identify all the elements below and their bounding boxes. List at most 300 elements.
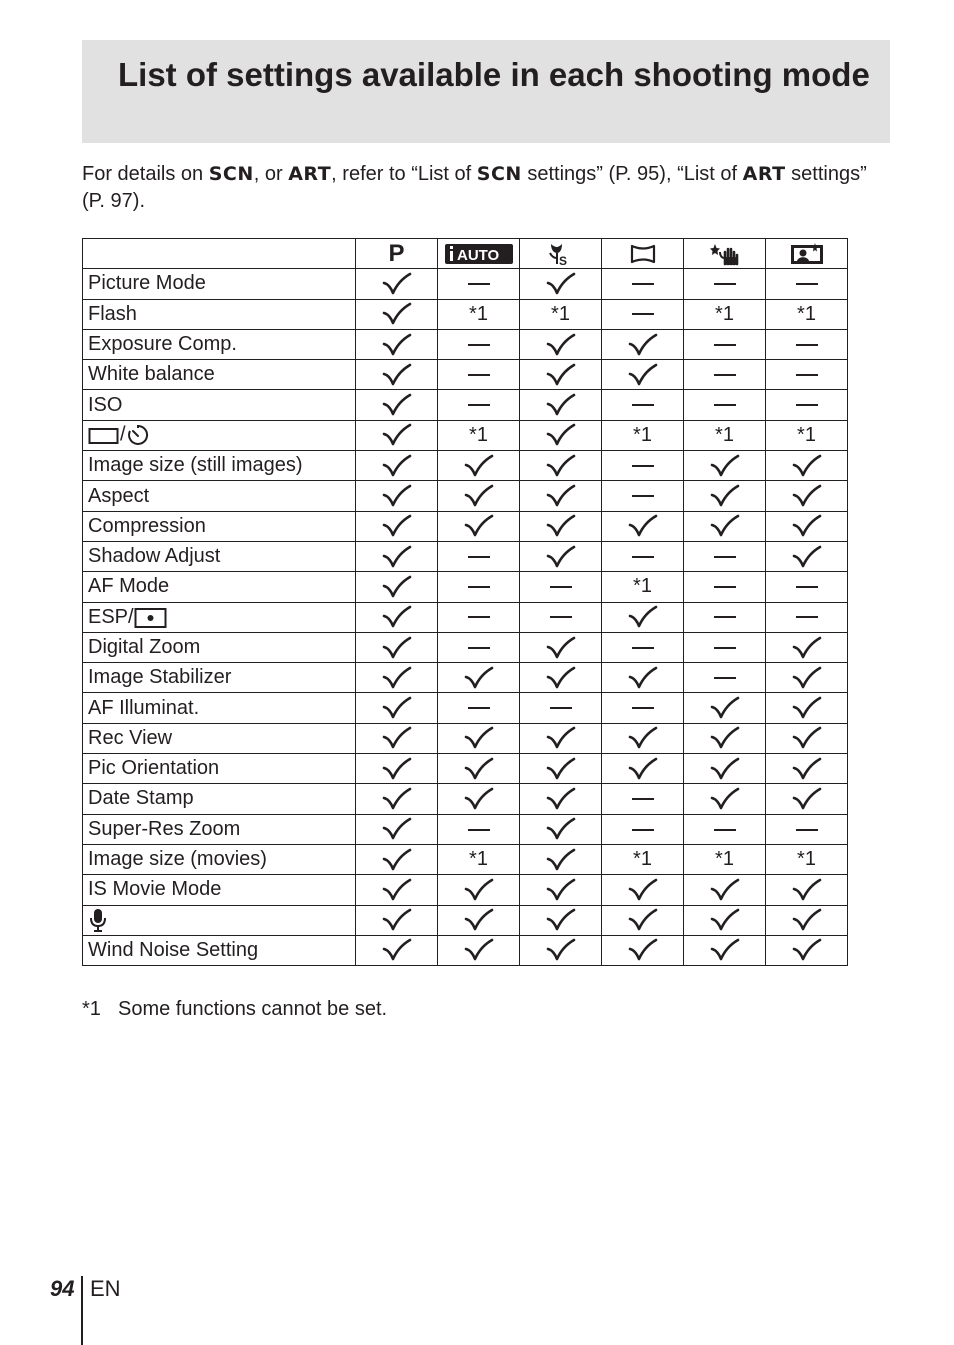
unavailable-dash-cell	[520, 572, 602, 602]
unavailable-dash-cell	[766, 390, 848, 420]
footnote-ref: *1	[551, 302, 570, 325]
check-icon	[382, 575, 412, 599]
unavailable-dash-cell	[438, 632, 520, 662]
footnote-ref-cell	[684, 844, 766, 874]
unavailable-dash-cell	[684, 329, 766, 359]
check-icon	[464, 938, 494, 962]
available-check-cell	[520, 723, 602, 753]
available-check-cell	[356, 875, 438, 905]
setting-label-text: Image Stabilizer	[88, 666, 232, 689]
available-check-cell	[356, 693, 438, 723]
available-check-cell	[602, 935, 684, 965]
available-check-cell	[602, 602, 684, 632]
unavailable-dash-cell	[684, 541, 766, 571]
check-icon	[792, 726, 822, 750]
setting-label-text: Image size (movies)	[88, 848, 267, 871]
unavailable-dash-cell	[684, 360, 766, 390]
dash-mark	[714, 556, 736, 558]
available-check-cell	[438, 905, 520, 935]
available-check-cell	[356, 329, 438, 359]
setting-label-text: Exposure Comp.	[88, 333, 237, 356]
check-icon	[546, 393, 576, 417]
available-check-cell	[438, 663, 520, 693]
check-icon	[710, 878, 740, 902]
available-check-cell	[602, 663, 684, 693]
intro-paragraph	[82, 161, 882, 215]
mode-header-handheld-starlight-icon	[684, 239, 766, 269]
iauto-mode-icon	[444, 242, 514, 264]
available-check-cell	[356, 360, 438, 390]
unavailable-dash-cell	[602, 784, 684, 814]
available-check-cell	[520, 390, 602, 420]
svg-text:AUTO: AUTO	[456, 246, 499, 264]
unavailable-dash-cell	[766, 814, 848, 844]
mode-header-row	[83, 239, 848, 269]
super-macro-icon	[546, 242, 576, 267]
available-check-cell	[438, 784, 520, 814]
available-check-cell	[684, 511, 766, 541]
check-icon	[628, 878, 658, 902]
unavailable-dash-cell	[438, 541, 520, 571]
available-check-cell	[684, 935, 766, 965]
unavailable-dash-cell	[684, 632, 766, 662]
check-icon	[464, 787, 494, 811]
check-icon	[464, 757, 494, 781]
available-check-cell	[356, 784, 438, 814]
footnote-ref-cell	[438, 420, 520, 450]
check-icon	[546, 878, 576, 902]
available-check-cell	[356, 754, 438, 784]
check-icon	[382, 454, 412, 478]
check-icon	[546, 726, 576, 750]
setting-label-text: AF Illuminat.	[88, 696, 200, 719]
available-check-cell	[684, 451, 766, 481]
footnote-ref: *1	[633, 423, 652, 446]
dash-mark	[632, 283, 654, 285]
available-check-cell	[520, 269, 602, 299]
unavailable-dash-cell	[602, 481, 684, 511]
setting-label	[83, 390, 356, 420]
dash-mark	[796, 586, 818, 588]
check-icon	[628, 757, 658, 781]
unavailable-dash-cell	[684, 572, 766, 602]
table-row	[83, 905, 848, 935]
available-check-cell	[356, 299, 438, 329]
unavailable-dash-cell	[684, 269, 766, 299]
available-check-cell	[520, 875, 602, 905]
table-row	[83, 844, 848, 874]
footnote-ref: *1	[469, 423, 488, 446]
check-icon	[546, 938, 576, 962]
check-icon	[382, 514, 412, 538]
unavailable-dash-cell	[438, 572, 520, 602]
available-check-cell	[520, 360, 602, 390]
art-symbol: ART	[742, 163, 786, 185]
check-icon	[382, 757, 412, 781]
setting-label-text: ISO	[88, 393, 123, 416]
check-icon	[464, 908, 494, 932]
footnote-ref: *1	[633, 575, 652, 598]
available-check-cell	[520, 905, 602, 935]
footnote-text: Some functions cannot be set.	[118, 998, 388, 1020]
available-check-cell	[684, 481, 766, 511]
check-icon	[546, 666, 576, 690]
footnote-ref-cell	[520, 299, 602, 329]
table-row	[83, 299, 848, 329]
dash-mark	[714, 677, 736, 679]
setting-label-text: Digital Zoom	[88, 636, 201, 658]
dash-mark	[632, 556, 654, 558]
unavailable-dash-cell	[766, 572, 848, 602]
footnote-ref: *1	[797, 423, 816, 446]
separator-slash: /	[120, 423, 126, 446]
page-title: List of settings available in each shooting mode	[118, 56, 870, 93]
unavailable-dash-cell	[602, 390, 684, 420]
setting-label	[83, 299, 356, 329]
spot-metering-icon	[134, 606, 168, 628]
check-icon	[464, 878, 494, 902]
intro-text: settings” (P. 95), “List of	[521, 163, 743, 185]
scn-symbol: SCN	[476, 163, 522, 185]
mode-header-scene-portrait-icon	[766, 239, 848, 269]
unavailable-dash-cell	[438, 693, 520, 723]
available-check-cell	[520, 329, 602, 359]
check-icon	[710, 454, 740, 478]
available-check-cell	[602, 905, 684, 935]
dash-mark	[468, 283, 490, 285]
dash-mark	[468, 616, 490, 618]
footnote-ref-cell	[438, 844, 520, 874]
check-icon	[546, 333, 576, 357]
footnote-ref: *1	[715, 423, 734, 446]
unavailable-dash-cell	[520, 693, 602, 723]
available-check-cell	[602, 511, 684, 541]
check-icon	[792, 878, 822, 902]
check-icon	[792, 454, 822, 478]
unavailable-dash-cell	[684, 663, 766, 693]
unavailable-dash-cell	[438, 814, 520, 844]
footnote	[82, 998, 387, 1021]
check-icon	[710, 787, 740, 811]
footnote-ref: *1	[715, 848, 734, 871]
scene-portrait-icon	[790, 242, 824, 264]
page-number: 94	[50, 1276, 75, 1301]
available-check-cell	[438, 935, 520, 965]
unavailable-dash-cell	[602, 541, 684, 571]
available-check-cell	[684, 784, 766, 814]
unavailable-dash-cell	[602, 814, 684, 844]
available-check-cell	[766, 935, 848, 965]
available-check-cell	[520, 451, 602, 481]
dash-mark	[796, 374, 818, 376]
setting-label-text: Pic Orientation	[88, 757, 220, 780]
check-icon	[464, 484, 494, 508]
check-icon	[792, 636, 822, 660]
table-row	[83, 723, 848, 753]
mode-header-program-mode-p	[356, 239, 438, 269]
check-icon	[792, 545, 822, 569]
dash-mark	[714, 616, 736, 618]
setting-label-text: White balance	[88, 363, 215, 386]
check-icon	[710, 696, 740, 720]
intro-text: settings” (P. 97).	[82, 163, 867, 212]
available-check-cell	[356, 844, 438, 874]
dash-mark	[468, 374, 490, 376]
dash-mark	[796, 404, 818, 406]
dash-mark	[714, 374, 736, 376]
check-icon	[628, 666, 658, 690]
check-icon	[382, 726, 412, 750]
dash-mark	[796, 283, 818, 285]
dash-mark	[468, 556, 490, 558]
available-check-cell	[520, 420, 602, 450]
setting-label-text: Rec View	[88, 726, 173, 749]
unavailable-dash-cell	[684, 390, 766, 420]
check-icon	[710, 938, 740, 962]
dash-mark	[468, 707, 490, 709]
setting-label	[83, 541, 356, 571]
check-icon	[546, 272, 576, 296]
title-banner	[82, 40, 890, 143]
check-icon	[382, 636, 412, 660]
setting-label	[83, 905, 356, 935]
check-icon	[464, 514, 494, 538]
unavailable-dash-cell	[602, 693, 684, 723]
dash-mark	[632, 829, 654, 831]
available-check-cell	[438, 723, 520, 753]
setting-label	[83, 875, 356, 905]
check-icon	[382, 666, 412, 690]
table-row	[83, 541, 848, 571]
check-icon	[792, 908, 822, 932]
footnote-ref-cell	[438, 299, 520, 329]
unavailable-dash-cell	[602, 632, 684, 662]
setting-label-text: Shadow Adjust	[88, 545, 221, 568]
check-icon	[546, 757, 576, 781]
unavailable-dash-cell	[438, 269, 520, 299]
available-check-cell	[356, 935, 438, 965]
setting-label	[83, 481, 356, 511]
dash-mark	[714, 404, 736, 406]
check-icon	[546, 454, 576, 478]
check-icon	[792, 757, 822, 781]
check-icon	[382, 908, 412, 932]
unavailable-dash-cell	[766, 602, 848, 632]
unavailable-dash-cell	[438, 602, 520, 632]
setting-label-text: Aspect	[88, 484, 150, 507]
dash-mark	[550, 616, 572, 618]
language-code: EN	[90, 1276, 121, 1301]
microphone-icon	[88, 908, 108, 930]
available-check-cell	[602, 723, 684, 753]
setting-label-text: Picture Mode	[88, 272, 206, 295]
available-check-cell	[356, 420, 438, 450]
available-check-cell	[356, 269, 438, 299]
check-icon	[546, 636, 576, 660]
dash-mark	[632, 495, 654, 497]
table-row	[83, 693, 848, 723]
dash-mark	[796, 344, 818, 346]
dash-mark	[632, 798, 654, 800]
setting-label-text: AF Mode	[88, 575, 170, 598]
mode-header-super-macro-icon	[520, 239, 602, 269]
check-icon	[628, 363, 658, 387]
unavailable-dash-cell	[684, 814, 766, 844]
setting-label-text: Flash	[88, 302, 137, 325]
check-icon	[382, 302, 412, 326]
table-row	[83, 875, 848, 905]
check-icon	[792, 696, 822, 720]
footnote-ref-cell	[602, 420, 684, 450]
setting-label	[83, 572, 356, 602]
svg-text:S: S	[558, 253, 567, 267]
footnote-mark: *1	[82, 998, 101, 1020]
available-check-cell	[766, 693, 848, 723]
available-check-cell	[356, 723, 438, 753]
check-icon	[792, 666, 822, 690]
check-icon	[710, 514, 740, 538]
table-row	[83, 481, 848, 511]
dash-mark	[714, 344, 736, 346]
check-icon	[382, 817, 412, 841]
available-check-cell	[356, 572, 438, 602]
unavailable-dash-cell	[766, 360, 848, 390]
available-check-cell	[520, 663, 602, 693]
table-row	[83, 814, 848, 844]
available-check-cell	[766, 481, 848, 511]
check-icon	[546, 514, 576, 538]
check-icon	[628, 726, 658, 750]
available-check-cell	[356, 451, 438, 481]
check-icon	[546, 908, 576, 932]
available-check-cell	[766, 754, 848, 784]
footer-divider	[81, 1276, 83, 1345]
setting-label	[83, 420, 356, 450]
available-check-cell	[602, 329, 684, 359]
program-mode-p-icon: P	[388, 239, 405, 267]
available-check-cell	[520, 511, 602, 541]
footnote-ref: *1	[633, 848, 652, 871]
available-check-cell	[356, 602, 438, 632]
setting-label	[83, 451, 356, 481]
available-check-cell	[766, 541, 848, 571]
check-icon	[628, 605, 658, 629]
dash-mark	[468, 586, 490, 588]
available-check-cell	[684, 723, 766, 753]
setting-label	[83, 784, 356, 814]
available-check-cell	[766, 784, 848, 814]
unavailable-dash-cell	[766, 329, 848, 359]
check-icon	[546, 363, 576, 387]
check-icon	[628, 938, 658, 962]
available-check-cell	[602, 360, 684, 390]
footnote-ref: *1	[469, 848, 488, 871]
setting-label	[83, 329, 356, 359]
dash-mark	[796, 616, 818, 618]
check-icon	[546, 545, 576, 569]
setting-label	[83, 723, 356, 753]
available-check-cell	[356, 905, 438, 935]
unavailable-dash-cell	[438, 360, 520, 390]
check-icon	[710, 484, 740, 508]
available-check-cell	[766, 511, 848, 541]
check-icon	[792, 787, 822, 811]
dash-mark	[468, 647, 490, 649]
available-check-cell	[438, 451, 520, 481]
dash-mark	[468, 404, 490, 406]
footnote-ref-cell	[602, 844, 684, 874]
mode-header-panorama-icon	[602, 239, 684, 269]
unavailable-dash-cell	[438, 390, 520, 420]
available-check-cell	[602, 875, 684, 905]
check-icon	[792, 514, 822, 538]
check-icon	[710, 908, 740, 932]
dash-mark	[632, 707, 654, 709]
check-icon	[382, 393, 412, 417]
footnote-ref: *1	[715, 302, 734, 325]
check-icon	[464, 726, 494, 750]
footnote-ref: *1	[797, 848, 816, 871]
check-icon	[382, 938, 412, 962]
available-check-cell	[520, 541, 602, 571]
setting-label	[83, 663, 356, 693]
setting-label	[83, 754, 356, 784]
footnote-ref: *1	[797, 302, 816, 325]
available-check-cell	[356, 814, 438, 844]
table-row	[83, 632, 848, 662]
available-check-cell	[356, 632, 438, 662]
available-check-cell	[356, 541, 438, 571]
check-icon	[546, 787, 576, 811]
setting-label	[83, 844, 356, 874]
available-check-cell	[438, 754, 520, 784]
unavailable-dash-cell	[602, 299, 684, 329]
available-check-cell	[520, 481, 602, 511]
setting-label	[83, 632, 356, 662]
dash-mark	[468, 344, 490, 346]
available-check-cell	[356, 390, 438, 420]
available-check-cell	[356, 511, 438, 541]
table-row	[83, 329, 848, 359]
intro-text: , or	[253, 163, 289, 185]
table-row	[83, 602, 848, 632]
table-row	[83, 511, 848, 541]
available-check-cell	[520, 935, 602, 965]
footnote-ref-cell	[766, 844, 848, 874]
available-check-cell	[766, 875, 848, 905]
table-row	[83, 390, 848, 420]
dash-mark	[714, 586, 736, 588]
setting-label	[83, 935, 356, 965]
footnote-ref: *1	[469, 302, 488, 325]
footnote-ref-cell	[602, 572, 684, 602]
dash-mark	[550, 707, 572, 709]
available-check-cell	[684, 875, 766, 905]
available-check-cell	[520, 844, 602, 874]
dash-mark	[714, 283, 736, 285]
available-check-cell	[602, 754, 684, 784]
setting-label	[83, 693, 356, 723]
header-blank-cell	[83, 239, 356, 269]
check-icon	[710, 726, 740, 750]
check-icon	[628, 333, 658, 357]
table-row	[83, 451, 848, 481]
check-icon	[382, 545, 412, 569]
dash-mark	[714, 647, 736, 649]
footnote-ref-cell	[766, 299, 848, 329]
available-check-cell	[520, 814, 602, 844]
intro-text: For details on	[82, 163, 209, 185]
